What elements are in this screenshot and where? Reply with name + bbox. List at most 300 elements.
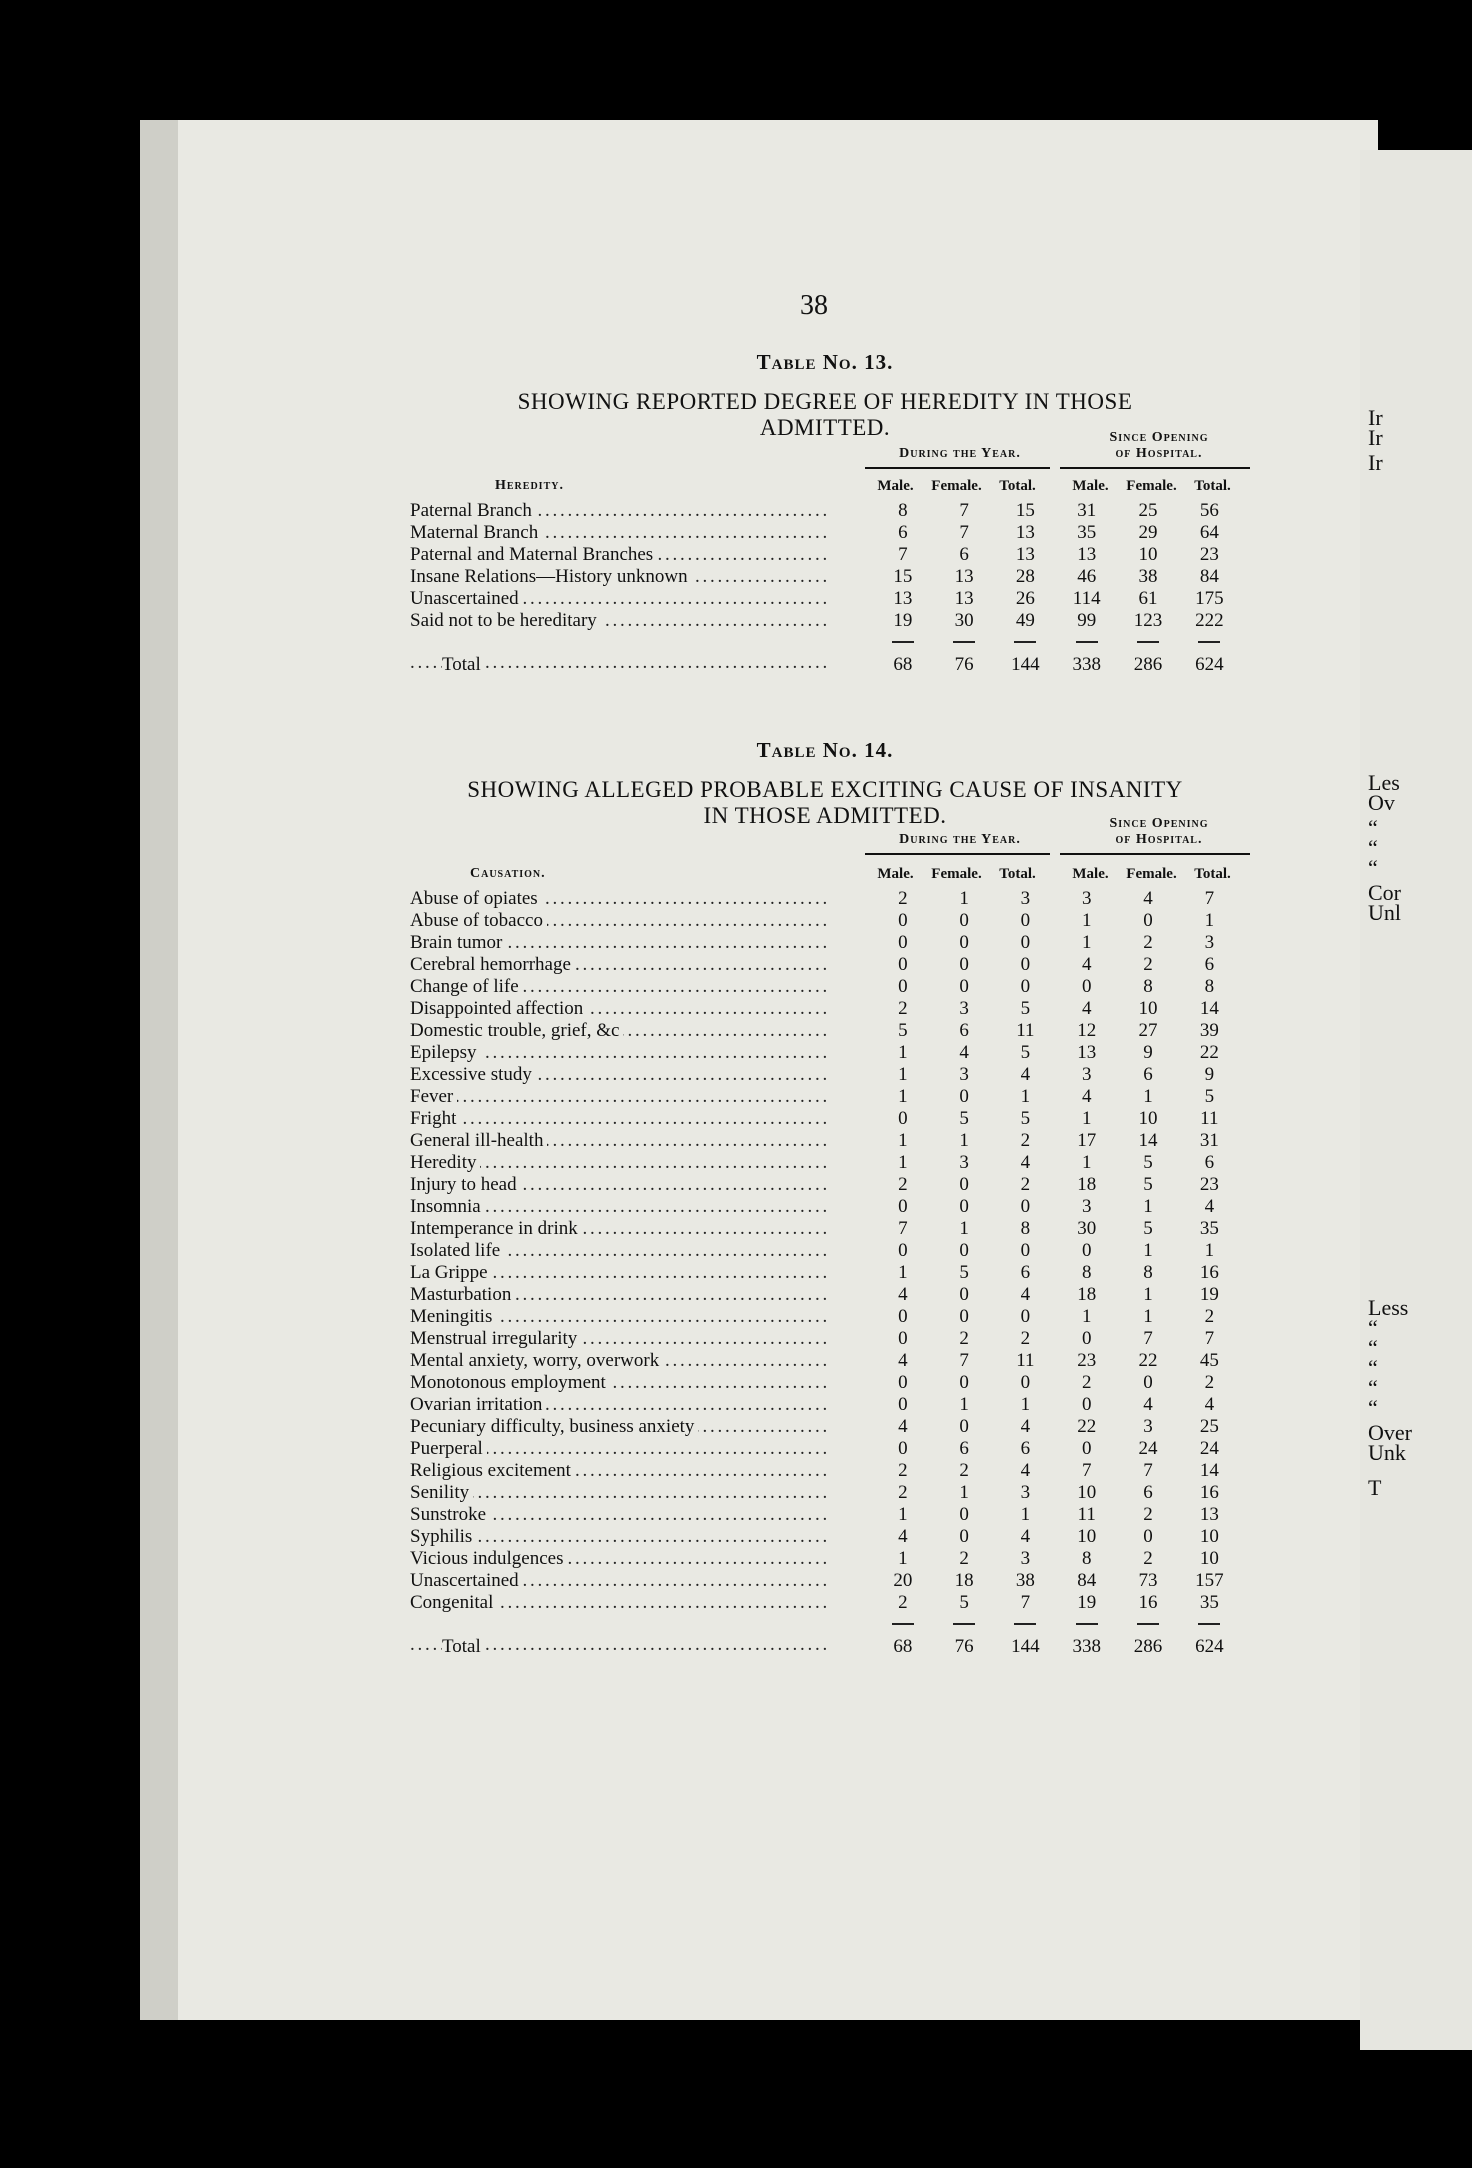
cell-value: 4 [1020, 1284, 1031, 1305]
cell-value: 0 [898, 910, 908, 931]
column-header: Total. [1194, 478, 1231, 494]
cell-value: 7 [1143, 1328, 1153, 1349]
total-label: Total [442, 654, 485, 675]
cell-value: 2 [898, 1592, 908, 1613]
total-row [410, 652, 1240, 676]
cell-value: 1 [1020, 1086, 1031, 1107]
row-label: Epilepsy [410, 1042, 481, 1063]
group-since-opening-line1: Since Opening [1109, 816, 1209, 831]
group-during-year: During the Year. [899, 832, 1021, 847]
table-row [410, 566, 1240, 588]
row-label: Maternal Branch [410, 522, 542, 543]
cell-value: 8 [1143, 976, 1153, 997]
cell-value: 56 [1199, 500, 1219, 521]
rule-dash [995, 1614, 1056, 1634]
cell-value: 2 [1020, 1174, 1031, 1195]
adjacent-page-fragment: “ [1368, 815, 1378, 840]
row-label: Syphilis [410, 1526, 476, 1547]
cell-value: 0 [898, 1240, 908, 1261]
cell-value: 1 [1020, 1504, 1031, 1525]
total-value: 338 [1072, 1636, 1101, 1657]
cell-value: 35 [1199, 1218, 1219, 1239]
total-value: 76 [954, 1636, 974, 1657]
cell-value: 0 [898, 1328, 908, 1349]
row-label: Heredity [410, 1152, 480, 1173]
cell-value: 2 [1204, 1372, 1215, 1393]
cell-value: 7 [1204, 1328, 1215, 1349]
table-row [410, 522, 1240, 544]
cell-value: 175 [1195, 588, 1224, 609]
cell-value: 0 [959, 1284, 969, 1305]
cell-value: 18 [1077, 1174, 1097, 1195]
column-header: Total. [1194, 866, 1231, 882]
cell-value: 3 [1020, 1548, 1031, 1569]
cell-value: 4 [1020, 1064, 1031, 1085]
cell-value: 0 [898, 1394, 908, 1415]
cell-value: 0 [898, 954, 908, 975]
table-13-body [410, 500, 1240, 676]
table-row [410, 1482, 1240, 1504]
cell-value: 18 [954, 1570, 974, 1591]
row-label: Sunstroke [410, 1504, 490, 1525]
table-row [410, 1020, 1240, 1042]
cell-value: 1 [1081, 910, 1092, 931]
cell-value: 5 [959, 1262, 969, 1283]
table-row [410, 1196, 1240, 1218]
cell-value: 22 [1199, 1042, 1219, 1063]
cell-value: 0 [898, 1306, 908, 1327]
group-since-opening-line2: of Hospital. [1115, 832, 1203, 847]
cell-value: 6 [898, 522, 908, 543]
cell-value: 7 [959, 500, 969, 521]
cell-value: 7 [898, 544, 908, 565]
cell-value: 4 [898, 1416, 908, 1437]
table-row [410, 1372, 1240, 1394]
table-14-title-line1: SHOWING ALLEGED PROBABLE EXCITING CAUSE OF INSANITY [467, 777, 1183, 802]
total-value: 286 [1133, 1636, 1163, 1657]
cell-value: 123 [1133, 610, 1163, 631]
adjacent-page-fragment: Ir [1368, 405, 1383, 430]
column-header: Total. [999, 866, 1036, 882]
table-row [410, 1438, 1240, 1460]
table-row [410, 888, 1240, 910]
row-label: Insomnia [410, 1196, 485, 1217]
cell-value: 0 [1020, 1196, 1031, 1217]
cell-value: 0 [898, 976, 908, 997]
table-14-title-line2: IN THOSE ADMITTED. [703, 803, 947, 828]
cell-value: 157 [1195, 1570, 1224, 1591]
cell-value: 1 [1081, 1152, 1092, 1173]
cell-value: 2 [1143, 1548, 1153, 1569]
cell-value: 38 [1138, 566, 1158, 587]
row-label: Congenital [410, 1592, 497, 1613]
total-value: 76 [954, 654, 974, 675]
table-row [410, 1042, 1240, 1064]
cell-value: 0 [898, 1196, 908, 1217]
cell-value: 222 [1195, 610, 1224, 631]
cell-value: 0 [959, 910, 969, 931]
cell-value: 31 [1199, 1130, 1219, 1151]
cell-value: 3 [1143, 1416, 1153, 1437]
cell-value: 45 [1199, 1350, 1219, 1371]
adjacent-page-fragment: Ir [1368, 450, 1383, 475]
cell-value: 0 [959, 1504, 969, 1525]
row-label: La Grippe [410, 1262, 492, 1283]
cell-value: 3 [1081, 1196, 1092, 1217]
table-row [410, 1526, 1240, 1548]
rule-dash [1056, 1614, 1117, 1634]
table-14-heading: Table No. 14. [756, 738, 894, 762]
cell-value: 1 [959, 1130, 969, 1151]
cell-value: 4 [1081, 954, 1092, 975]
table-13-title-line1: SHOWING REPORTED DEGREE OF HEREDITY IN THOSE [517, 389, 1133, 414]
table-row [410, 910, 1240, 932]
cell-value: 0 [1020, 932, 1031, 953]
cell-value: 1 [1143, 1240, 1153, 1261]
rule-dash [934, 1614, 995, 1634]
row-label: Domestic trouble, grief, &c [410, 1020, 623, 1041]
cell-value: 2 [1143, 932, 1153, 953]
cell-value: 0 [959, 1416, 969, 1437]
cell-value: 1 [898, 1504, 908, 1525]
cell-value: 0 [1020, 1372, 1031, 1393]
cell-value: 8 [1204, 976, 1215, 997]
row-label: Mental anxiety, worry, overwork [410, 1350, 663, 1371]
cell-value: 19 [1199, 1284, 1219, 1305]
cell-value: 4 [1020, 1460, 1031, 1481]
cell-value: 2 [898, 998, 908, 1019]
cell-value: 10 [1138, 1108, 1158, 1129]
cell-value: 61 [1138, 588, 1158, 609]
row-label: Religious excitement [410, 1460, 575, 1481]
cell-value: 4 [1204, 1196, 1215, 1217]
column-header: Female. [931, 478, 982, 494]
cell-value: 28 [1015, 566, 1035, 587]
brace [1060, 467, 1250, 475]
column-header: Female. [931, 866, 982, 882]
cell-value: 0 [1020, 1306, 1031, 1327]
label-header: Causation. [470, 866, 546, 881]
cell-value: 7 [898, 1218, 908, 1239]
total-value: 338 [1072, 654, 1101, 675]
cell-value: 24 [1138, 1438, 1158, 1459]
cell-value: 39 [1199, 1020, 1219, 1041]
table-row [410, 1218, 1240, 1240]
cell-value: 114 [1072, 588, 1101, 609]
table-row [410, 1262, 1240, 1284]
cell-value: 2 [1204, 1306, 1215, 1327]
cell-value: 1 [898, 1548, 908, 1569]
total-value: 144 [1011, 1636, 1040, 1657]
cell-value: 0 [1020, 976, 1031, 997]
cell-value: 5 [1020, 1108, 1031, 1129]
cell-value: 6 [1143, 1482, 1153, 1503]
column-header: Female. [1126, 478, 1177, 494]
adjacent-page-fragment: “ [1368, 855, 1378, 880]
row-label: Insane Relations—History unknown [410, 566, 692, 587]
group-since-opening [1074, 430, 1244, 462]
cell-value: 9 [1143, 1042, 1153, 1063]
column-header: Male. [1072, 478, 1109, 494]
table-row [410, 544, 1240, 566]
table-row [410, 1284, 1240, 1306]
cell-value: 0 [959, 1306, 969, 1327]
row-label: Abuse of tobacco [410, 910, 547, 931]
cell-value: 8 [1081, 1262, 1092, 1283]
cell-value: 35 [1199, 1592, 1219, 1613]
cell-value: 6 [1204, 1152, 1215, 1173]
cell-value: 0 [898, 1438, 908, 1459]
cell-value: 3 [959, 1152, 969, 1173]
cell-value: 0 [1143, 1526, 1153, 1547]
cell-value: 1 [898, 1152, 908, 1173]
rule-dash [934, 632, 995, 652]
row-label: Unascertained [410, 1570, 523, 1591]
adjacent-page-fragment: “ [1368, 1355, 1378, 1380]
cell-value: 2 [1020, 1130, 1031, 1151]
label-header: Heredity. [495, 478, 564, 493]
cell-value: 3 [1081, 888, 1092, 909]
cell-value: 5 [1143, 1218, 1153, 1239]
cell-value: 10 [1199, 1526, 1219, 1547]
cell-value: 0 [1081, 976, 1092, 997]
cell-value: 12 [1077, 1020, 1097, 1041]
cell-value: 0 [1143, 1372, 1153, 1393]
cell-value: 13 [1015, 522, 1035, 543]
row-label: Masturbation [410, 1284, 515, 1305]
table-row [410, 1460, 1240, 1482]
cell-value: 6 [1020, 1438, 1031, 1459]
cell-value: 10 [1077, 1526, 1097, 1547]
row-label: Disappointed affection [410, 998, 587, 1019]
cell-value: 0 [959, 1174, 969, 1195]
cell-value: 1 [1143, 1306, 1153, 1327]
total-row [410, 1634, 1240, 1658]
cell-value: 13 [1015, 544, 1035, 565]
cell-value: 0 [959, 1196, 969, 1217]
table-row [410, 932, 1240, 954]
adjacent-page-fragment: “ [1368, 1375, 1378, 1400]
cell-value: 13 [954, 566, 974, 587]
cell-value: 0 [898, 1108, 908, 1129]
cell-value: 0 [959, 1086, 969, 1107]
adjacent-page-fragment: Cor [1368, 880, 1401, 905]
table-row [410, 1328, 1240, 1350]
separator-row [410, 1614, 1240, 1634]
cell-value: 4 [898, 1284, 908, 1305]
rule-dash [872, 1614, 933, 1634]
cell-value: 2 [1020, 1328, 1031, 1349]
table-row [410, 1504, 1240, 1526]
cell-value: 3 [1020, 1482, 1031, 1503]
row-label: Abuse of opiates [410, 888, 542, 909]
total-value: 286 [1133, 654, 1163, 675]
table-14 [410, 738, 1240, 1657]
cell-value: 0 [959, 976, 969, 997]
cell-value: 6 [959, 1438, 969, 1459]
cell-value: 1 [898, 1262, 908, 1283]
cell-value: 99 [1077, 610, 1097, 631]
cell-value: 49 [1015, 610, 1035, 631]
row-label: Vicious indulgences [410, 1548, 567, 1569]
cell-value: 0 [1143, 910, 1153, 931]
table-row [410, 1592, 1240, 1614]
cell-value: 5 [1020, 998, 1031, 1019]
table-row [410, 1416, 1240, 1438]
cell-value: 7 [959, 1350, 969, 1371]
group-since-opening [1074, 816, 1244, 848]
table-row [410, 1394, 1240, 1416]
cell-value: 7 [1020, 1592, 1031, 1613]
rule-dash [872, 632, 933, 652]
adjacent-page-fragment: Ir [1368, 425, 1383, 450]
cell-value: 1 [1081, 1108, 1092, 1129]
cell-value: 15 [893, 566, 913, 587]
adjacent-page-fragment: Over [1368, 1420, 1412, 1445]
table-row [410, 998, 1240, 1020]
cell-value: 4 [959, 1042, 969, 1063]
cell-value: 6 [1143, 1064, 1153, 1085]
cell-value: 0 [1020, 910, 1031, 931]
cell-value: 2 [898, 888, 908, 909]
cell-value: 2 [898, 1174, 908, 1195]
adjacent-page-fragment: “ [1368, 1335, 1378, 1360]
table-row [410, 1086, 1240, 1108]
cell-value: 0 [1081, 1240, 1092, 1261]
cell-value: 2 [959, 1548, 969, 1569]
cell-value: 13 [954, 588, 974, 609]
cell-value: 22 [1138, 1350, 1158, 1371]
cell-value: 30 [1077, 1218, 1097, 1239]
cell-value: 6 [959, 544, 969, 565]
row-label: Ovarian irritation [410, 1394, 546, 1415]
row-label: Injury to head [410, 1174, 521, 1195]
cell-value: 11 [1200, 1108, 1219, 1129]
group-during-year: During the Year. [899, 446, 1021, 461]
cell-value: 1 [1143, 1086, 1153, 1107]
rule-dash [1179, 632, 1240, 652]
adjacent-page-fragment: T [1368, 1475, 1382, 1500]
cell-value: 7 [959, 522, 969, 543]
total-value: 624 [1195, 1636, 1224, 1657]
row-label: Paternal and Maternal Branches [410, 544, 657, 565]
adjacent-page-fragment: “ [1368, 1395, 1378, 1420]
cell-value: 0 [898, 1372, 908, 1393]
cell-value: 5 [898, 1020, 908, 1041]
cell-value: 14 [1138, 1130, 1158, 1151]
cell-value: 84 [1077, 1570, 1097, 1591]
table-row [410, 1174, 1240, 1196]
cell-value: 2 [898, 1460, 908, 1481]
adjacent-page-fragment: Unk [1368, 1440, 1406, 1465]
cell-value: 13 [1077, 544, 1097, 565]
cell-value: 10 [1077, 1482, 1097, 1503]
column-header: Male. [877, 478, 914, 494]
cell-value: 10 [1199, 1548, 1219, 1569]
cell-value: 3 [1020, 888, 1031, 909]
cell-value: 0 [1081, 1438, 1092, 1459]
cell-value: 30 [954, 610, 974, 631]
cell-value: 23 [1077, 1350, 1097, 1371]
cell-value: 7 [1143, 1460, 1153, 1481]
cell-value: 19 [893, 610, 913, 631]
column-header: Male. [1072, 866, 1109, 882]
cell-value: 2 [1143, 1504, 1153, 1525]
row-label: Intemperance in drink [410, 1218, 582, 1239]
cell-value: 31 [1077, 500, 1097, 521]
cell-value: 26 [1015, 588, 1035, 609]
cell-value: 3 [959, 998, 969, 1019]
table-row [410, 610, 1240, 632]
cell-value: 13 [1077, 1042, 1097, 1063]
cell-value: 1 [1081, 932, 1092, 953]
row-label: Brain tumor [410, 932, 506, 953]
row-label: Pecuniary difficulty, business anxiety [410, 1416, 698, 1437]
cell-value: 3 [1204, 932, 1215, 953]
row-label: Monotonous employment [410, 1372, 610, 1393]
cell-value: 4 [898, 1350, 908, 1371]
table-row [410, 1570, 1240, 1592]
row-label: General ill-health [410, 1130, 547, 1151]
cell-value: 8 [898, 500, 908, 521]
cell-value: 64 [1199, 522, 1219, 543]
rule-dash [995, 632, 1056, 652]
cell-value: 9 [1204, 1064, 1215, 1085]
cell-value: 27 [1138, 1020, 1158, 1041]
cell-value: 2 [898, 1482, 908, 1503]
cell-value: 8 [1143, 1262, 1153, 1283]
cell-value: 20 [893, 1570, 913, 1591]
cell-value: 84 [1199, 566, 1219, 587]
adjacent-page-fragment: “ [1368, 1315, 1378, 1340]
table-row [410, 588, 1240, 610]
cell-value: 4 [898, 1526, 908, 1547]
cell-value: 0 [959, 1240, 969, 1261]
cell-value: 5 [959, 1592, 969, 1613]
cell-value: 0 [1081, 1394, 1092, 1415]
cell-value: 2 [1143, 954, 1153, 975]
row-label: Isolated life [410, 1240, 504, 1261]
group-since-opening-line1: Since Opening [1109, 430, 1209, 445]
table-14-body [410, 888, 1240, 1658]
table-row [410, 1152, 1240, 1174]
row-label: Change of life [410, 976, 523, 997]
column-header: Male. [877, 866, 914, 882]
cell-value: 5 [1204, 1086, 1215, 1107]
cell-value: 1 [898, 1064, 908, 1085]
table-13 [410, 350, 1240, 675]
cell-value: 14 [1199, 1460, 1219, 1481]
cell-value: 13 [1199, 1504, 1219, 1525]
cell-value: 18 [1077, 1284, 1097, 1305]
table-13-title-line2: ADMITTED. [759, 415, 891, 440]
cell-value: 1 [1020, 1394, 1031, 1415]
cell-value: 4 [1081, 1086, 1092, 1107]
cell-value: 11 [1077, 1504, 1096, 1525]
cell-value: 11 [1016, 1350, 1035, 1371]
cell-value: 0 [1081, 1328, 1092, 1349]
row-label: Menstrual irregularity [410, 1328, 581, 1349]
cell-value: 23 [1199, 544, 1219, 565]
total-value: 144 [1011, 654, 1040, 675]
cell-value: 1 [959, 888, 969, 909]
page-number: 38 [800, 290, 828, 321]
cell-value: 1 [959, 1218, 969, 1239]
row-label: Said not to be hereditary [410, 610, 601, 631]
separator-row [410, 632, 1240, 652]
total-value: 68 [893, 1636, 913, 1657]
cell-value: 4 [1143, 888, 1153, 909]
